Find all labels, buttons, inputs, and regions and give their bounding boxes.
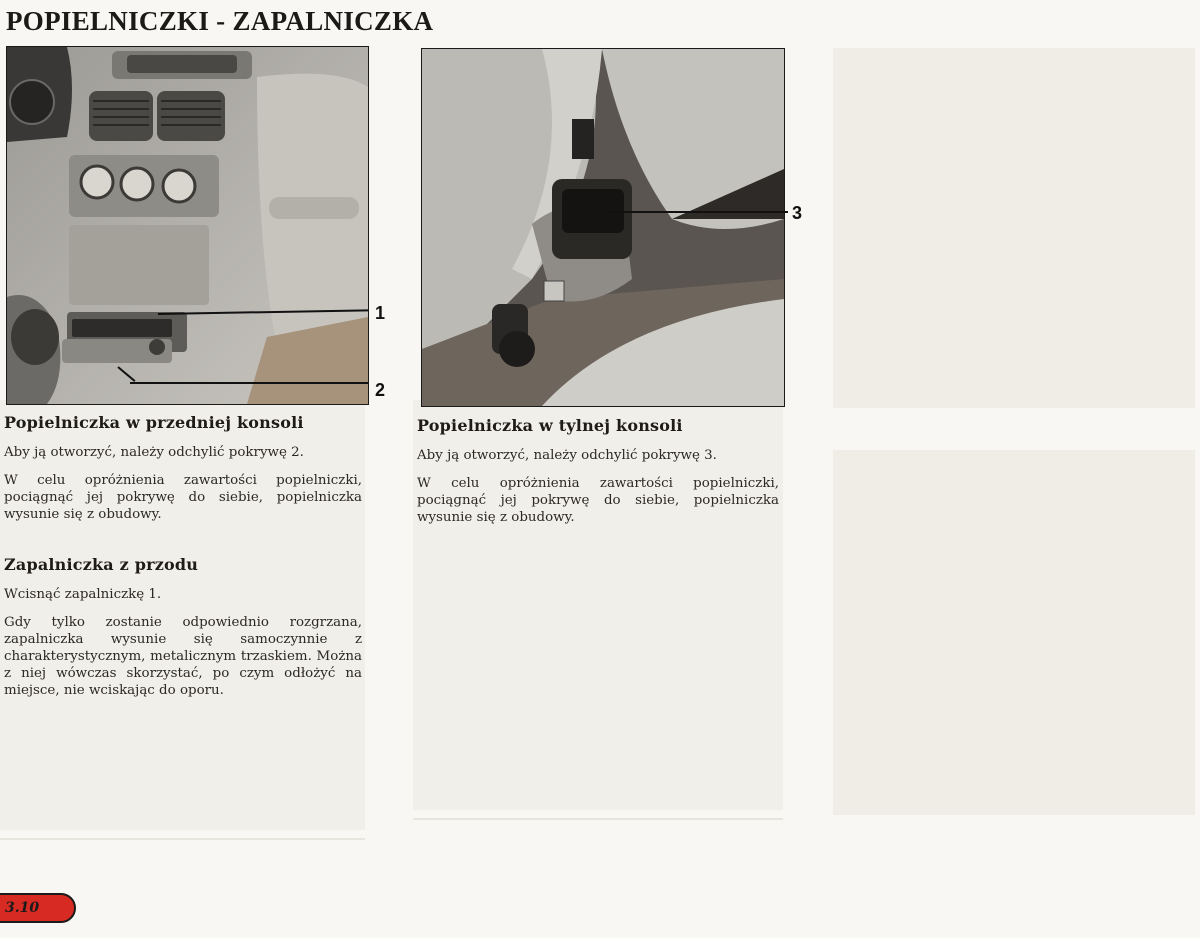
show-through-line xyxy=(413,818,783,820)
section-heading-front-lighter: Zapalniczka z przodu xyxy=(4,555,199,574)
paragraph: W celu opróżnienia zawartości popielniczki, pociągnąć jej pokrywę do siebie, popielniczka wysunie się z obudowy. xyxy=(417,476,779,525)
callout-line-2 xyxy=(130,382,368,384)
show-through-line xyxy=(0,838,365,840)
front-console-illustration xyxy=(7,47,368,404)
paragraph: Aby ją otworzyć, należy odchylić pokrywę 3. xyxy=(417,448,717,463)
show-through-block-right-top xyxy=(833,48,1195,408)
rear-console-illustration xyxy=(422,49,784,406)
callout-number-2: 2 xyxy=(375,380,386,400)
section-heading-rear-ashtray: Popielniczka w tylnej konsoli xyxy=(417,416,683,435)
paragraph: Gdy tylko zostanie odpowiednio rozgrzana, zapalniczka wysunie się samoczynnie z charakterystycznym, metalicznym trzaskiem. Można z niej wówczas skorzystać, po czym odłożyć na miejsce, nie wciskając do oporu. xyxy=(4,615,362,698)
show-through-block-right-bottom xyxy=(833,450,1195,815)
section-heading-front-ashtray: Popielniczka w przedniej konsoli xyxy=(4,413,304,432)
paragraph: Aby ją otworzyć, należy odchylić pokrywę 2. xyxy=(4,445,304,460)
front-console-photo xyxy=(6,46,369,405)
callout-number-3: 3 xyxy=(792,203,803,223)
callout-line-3 xyxy=(608,211,788,213)
callout-number-1: 1 xyxy=(375,303,386,323)
page-title: POPIELNICZKI - ZAPALNICZKA xyxy=(6,6,434,36)
page-number: 3.10 xyxy=(5,900,40,916)
left-text-column xyxy=(4,413,362,710)
paragraph: Wcisnąć zapalniczkę 1. xyxy=(4,587,162,602)
paragraph: W celu opróżnienia zawartości popielniczki, pociągnąć jej pokrywę do siebie, popielniczka wysunie się z obudowy. xyxy=(4,473,362,522)
middle-text-column xyxy=(417,416,779,537)
rear-console-photo xyxy=(421,48,785,407)
page-number-badge xyxy=(0,893,76,923)
